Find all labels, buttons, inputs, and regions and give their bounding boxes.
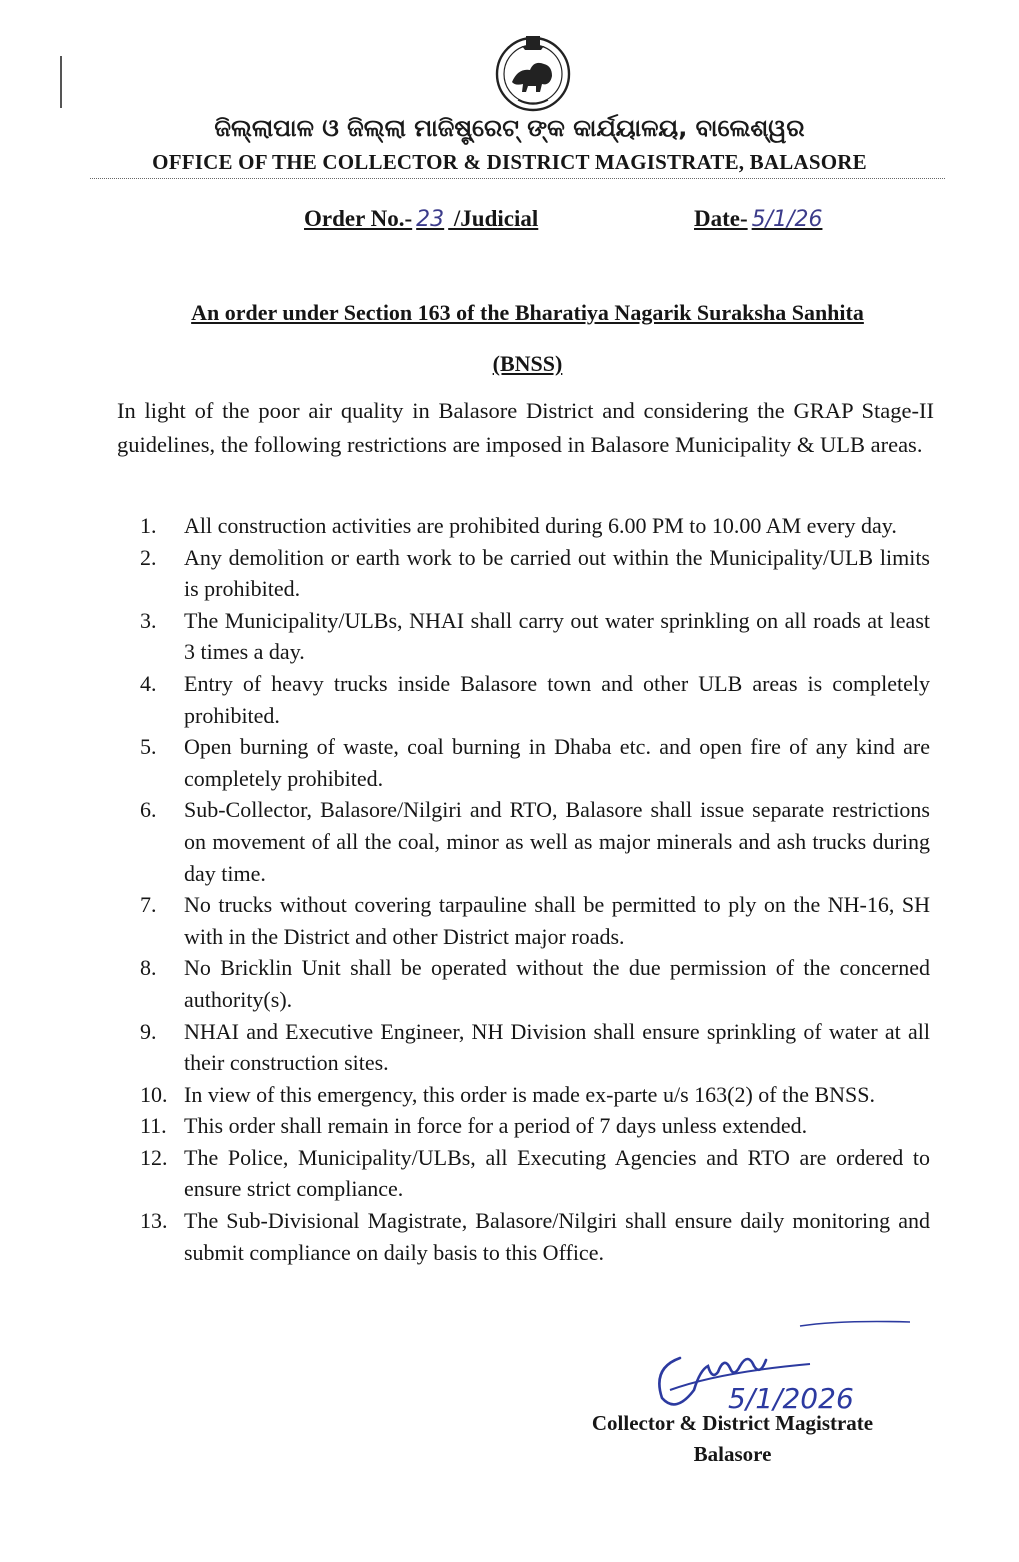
signature-date: 5/1/2026 <box>728 1382 854 1415</box>
item-number: 4. <box>140 670 157 696</box>
signatory-place: Balasore <box>693 1442 772 1466</box>
date-label: Date- <box>694 206 748 231</box>
page-edge-mark <box>60 56 62 108</box>
item-number: 3. <box>140 607 157 633</box>
order-date-line <box>694 206 826 232</box>
order-suffix: /Judicial <box>448 206 539 231</box>
item-number: 13. <box>140 1208 168 1234</box>
order-prefix: Order No.- <box>304 206 413 231</box>
item-number: 2. <box>140 544 157 570</box>
order-date: 5/1/26 <box>751 207 823 232</box>
item-text: No Bricklin Unit shall be operated without the due permission of the concerned authority(s). <box>184 955 930 1012</box>
list-item <box>140 1016 930 1079</box>
item-number: 9. <box>140 1018 157 1044</box>
item-number: 12. <box>140 1144 168 1170</box>
order-title: An order under Section 163 of the Bharatiya Nagarik Suraksha Sanhita <box>191 300 864 325</box>
office-title-english: OFFICE OF THE COLLECTOR & DISTRICT MAGISTRATE, BALASORE <box>152 150 867 174</box>
item-text: The Municipality/ULBs, NHAI shall carry out water sprinkling on all roads at least 3 times a day. <box>184 607 930 665</box>
item-number: 7. <box>140 892 157 918</box>
intro-paragraph: In light of the poor air quality in Balasore District and considering the GRAP Stage-II guidelines, the following restrictions are imposed in Balasore Municipality & ULB areas. <box>117 398 934 457</box>
state-emblem-icon <box>488 30 578 114</box>
item-text: No trucks without covering tarpauline shall be permitted to ply on the NH-16, SH with in the District and other District major roads. <box>184 892 930 949</box>
item-text: All construction activities are prohibited during 6.00 PM to 10.00 AM every day. <box>184 513 897 538</box>
header-divider <box>90 178 945 179</box>
item-number: 11. <box>140 1113 167 1139</box>
list-item <box>140 1079 930 1111</box>
restrictions-list <box>140 510 930 1268</box>
item-text: The Police, Municipality/ULBs, all Executing Agencies and RTO are ordered to ensure strict compliance. <box>184 1144 930 1202</box>
office-title-odia: ଜିଲ୍ଲାପାଳ ଓ ଜିଲ୍ଲା ମାଜିଷ୍ଟ୍ରେଟ୍ ଙ୍କ କାର୍ଯ୍ୟାଳୟ, ବାଲେଶ୍ୱର <box>214 114 805 142</box>
list-item <box>140 1110 930 1142</box>
signatory-designation: Collector & District Magistrate <box>591 1411 874 1435</box>
list-item <box>140 794 930 889</box>
list-item <box>140 889 930 952</box>
item-number: 8. <box>140 955 157 981</box>
item-text: Sub-Collector, Balasore/Nilgiri and RTO, Balasore shall issue separate restrictions on movement of all the coal, minor as well as major minerals and ash trucks during day time. <box>184 797 930 886</box>
order-subtitle: (BNSS) <box>492 351 563 376</box>
list-item <box>140 542 930 605</box>
order-number: 23 <box>416 207 445 232</box>
item-number: 1. <box>140 513 157 538</box>
list-item <box>140 605 930 668</box>
item-text: Entry of heavy trucks inside Balasore town and other ULB areas is completely prohibited. <box>184 670 930 728</box>
item-text: The Sub-Divisional Magistrate, Balasore/Nilgiri shall ensure daily monitoring and submit compliance on daily basis to this Office. <box>184 1208 930 1265</box>
list-item <box>140 668 930 731</box>
list-item <box>140 1205 930 1268</box>
list-item <box>140 731 930 794</box>
item-number: 5. <box>140 734 157 760</box>
item-text: Any demolition or earth work to be carried out within the Municipality/ULB limits is prohibited. <box>184 544 930 602</box>
item-text: Open burning of waste, coal burning in Dhaba etc. and open fire of any kind are completely prohibited. <box>184 734 930 791</box>
signatory-block <box>560 1408 905 1470</box>
list-item <box>140 1142 930 1205</box>
list-item <box>140 510 930 542</box>
order-number-line <box>304 206 538 232</box>
item-number: 6. <box>140 797 157 823</box>
list-item <box>140 952 930 1015</box>
item-text: In view of this emergency, this order is made ex-parte u/s 163(2) of the BNSS. <box>184 1081 876 1107</box>
item-text: NHAI and Executive Engineer, NH Division shall ensure sprinkling of water at all their construction sites. <box>184 1018 930 1076</box>
item-number: 10. <box>140 1081 168 1107</box>
item-text: This order shall remain in force for a period of 7 days unless extended. <box>184 1113 808 1139</box>
